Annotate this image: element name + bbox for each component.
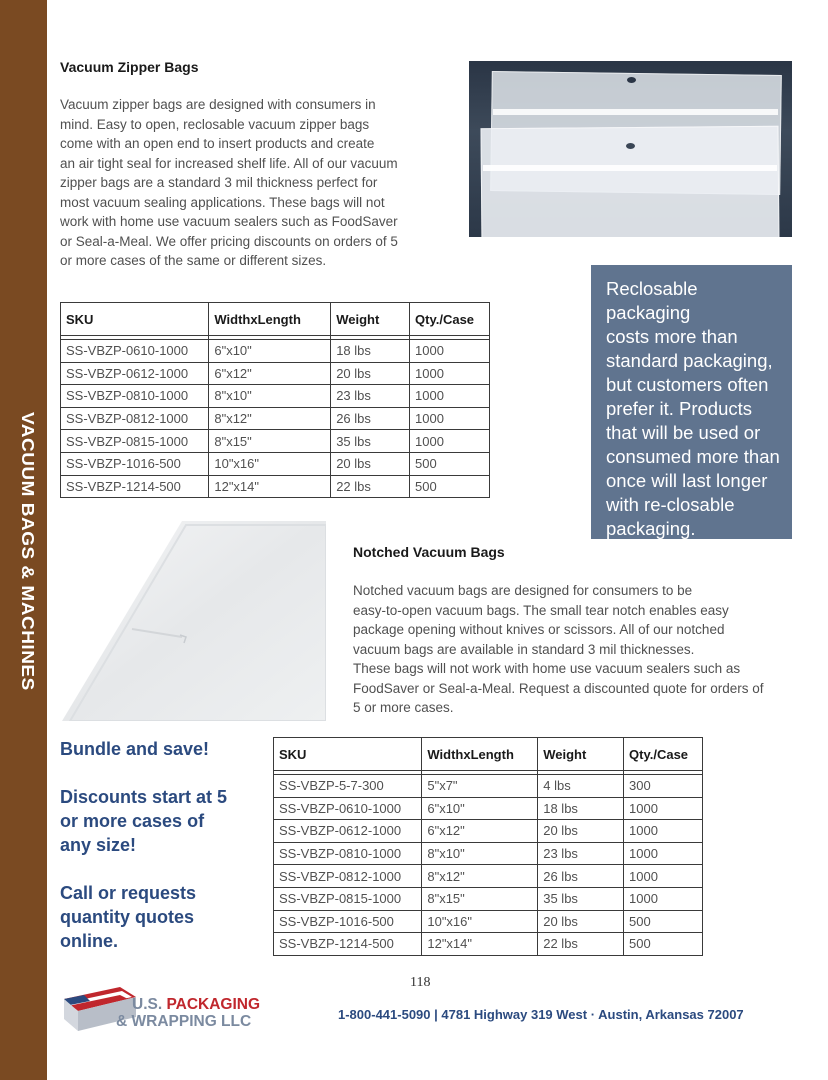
callout-line: costs more than <box>606 326 738 347</box>
cell-sku: SS-VBZP-5-7-300 <box>274 775 422 798</box>
cell-size: 10"x16" <box>209 452 331 475</box>
page-number: 118 <box>410 975 431 990</box>
cell-qty: 1000 <box>410 407 490 430</box>
side-band <box>0 0 47 1080</box>
zipper-description <box>60 95 430 271</box>
zipper-desc-line: or more cases of the same or different sizes. <box>60 253 327 268</box>
side-label: VACUUM BAGS & MACHINES <box>17 412 37 691</box>
cell-qty: 500 <box>410 475 490 498</box>
cell-size: 6"x12" <box>422 820 538 843</box>
discount-line: any size! <box>60 835 137 855</box>
notched-desc-line: 5 or more cases. <box>353 700 454 715</box>
cell-sku: SS-VBZP-1214-500 <box>61 475 209 498</box>
cell-size: 8"x10" <box>422 842 538 865</box>
cell-weight: 22 lbs <box>331 475 410 498</box>
cell-sku: SS-VBZP-0612-1000 <box>274 820 422 843</box>
discount-text <box>60 785 227 857</box>
cell-size: 8"x15" <box>209 430 331 453</box>
cell-size: 8"x12" <box>422 865 538 888</box>
table-row <box>274 775 703 798</box>
callout-line: standard packaging, <box>606 350 773 371</box>
table-row <box>61 452 490 475</box>
cell-size: 12"x14" <box>422 933 538 956</box>
cell-weight: 23 lbs <box>331 385 410 408</box>
cell-size: 6"x12" <box>209 362 331 385</box>
zipper-desc-line: an air tight seal for increased shelf life. All of our vacuum <box>60 155 398 171</box>
cell-qty: 1000 <box>624 820 703 843</box>
discount-line: or more cases of <box>60 811 205 831</box>
logo-line-1 <box>132 996 260 1014</box>
cell-size: 8"x12" <box>209 407 331 430</box>
zipper-desc-line: come with an open end to insert products and create <box>60 136 375 151</box>
logo-line-2: & WRAPPING LLC <box>116 1013 252 1030</box>
table-row <box>274 910 703 933</box>
col-header-qty: Qty./Case <box>410 303 490 336</box>
cell-qty: 1000 <box>624 887 703 910</box>
call-line: quantity quotes <box>60 907 194 927</box>
table-row <box>61 385 490 408</box>
table-row <box>61 475 490 498</box>
zipper-desc-line: mind. Easy to open, reclosable vacuum zipper bags <box>60 116 370 132</box>
cell-weight: 35 lbs <box>331 430 410 453</box>
cell-sku: SS-VBZP-0610-1000 <box>274 797 422 820</box>
notched-bag-photo <box>62 521 326 721</box>
cell-size: 6"x10" <box>209 340 331 363</box>
table-row <box>61 362 490 385</box>
call-quote-text <box>60 881 196 953</box>
notched-desc-line: vacuum bags are available in standard 3 mil thicknesses. <box>353 641 695 657</box>
reclosable-callout <box>591 265 792 539</box>
col-header-qty: Qty./Case <box>624 738 703 771</box>
zipper-section-title: Vacuum Zipper Bags <box>60 59 199 75</box>
notched-desc-line: These bags will not work with home use vacuum sealers such as <box>353 661 741 676</box>
cell-sku: SS-VBZP-1016-500 <box>61 452 209 475</box>
col-header-size: WidthxLength <box>209 303 331 336</box>
cell-qty: 1000 <box>410 340 490 363</box>
discount-line: Discounts start at 5 <box>60 787 228 807</box>
table-row <box>274 887 703 910</box>
cell-weight: 22 lbs <box>538 933 624 956</box>
cell-qty: 500 <box>624 910 703 933</box>
col-header-weight: Weight <box>331 303 410 336</box>
notched-description <box>353 581 793 718</box>
cell-weight: 26 lbs <box>331 407 410 430</box>
cell-sku: SS-VBZP-0815-1000 <box>274 887 422 910</box>
notched-sku-table <box>273 737 703 956</box>
cell-weight: 20 lbs <box>331 362 410 385</box>
cell-weight: 18 lbs <box>538 797 624 820</box>
callout-line: with re-closable <box>606 494 735 515</box>
cell-weight: 20 lbs <box>331 452 410 475</box>
cell-qty: 300 <box>624 775 703 798</box>
cell-sku: SS-VBZP-0812-1000 <box>61 407 209 430</box>
cell-qty: 500 <box>624 933 703 956</box>
company-logo <box>60 985 285 1033</box>
logo-packaging: PACKAGING <box>166 996 261 1013</box>
zipper-desc-line: most vacuum sealing applications. These bags will not <box>60 194 385 210</box>
table-row <box>61 430 490 453</box>
callout-line: that will be used or <box>606 422 761 443</box>
notched-desc-line: Notched vacuum bags are designed for consumers to be <box>353 583 693 598</box>
cell-size: 10"x16" <box>422 910 538 933</box>
col-header-sku: SKU <box>61 303 209 336</box>
table-row <box>61 340 490 363</box>
table-row <box>274 797 703 820</box>
col-header-weight: Weight <box>538 738 624 771</box>
col-header-size: WidthxLength <box>422 738 538 771</box>
notched-desc-line: easy-to-open vacuum bags. The small tear notch enables easy <box>353 602 729 618</box>
cell-sku: SS-VBZP-0812-1000 <box>274 865 422 888</box>
table-row <box>274 820 703 843</box>
call-line: Call or requests <box>60 883 197 903</box>
cell-sku: SS-VBZP-0810-1000 <box>274 842 422 865</box>
logo-us: U.S. <box>132 996 167 1013</box>
callout-line: prefer it. Products <box>606 398 753 419</box>
zipper-desc-line: or Seal-a-Meal. We offer pricing discounts on orders of 5 <box>60 233 398 249</box>
cell-qty: 500 <box>410 452 490 475</box>
cell-qty: 1000 <box>410 362 490 385</box>
cell-size: 6"x10" <box>422 797 538 820</box>
cell-weight: 26 lbs <box>538 865 624 888</box>
footer-contact: 1-800-441-5090 | 4781 Highway 319 West · Austin, Arkansas 72007 <box>338 1007 744 1022</box>
table-row <box>61 407 490 430</box>
cell-weight: 20 lbs <box>538 820 624 843</box>
cell-sku: SS-VBZP-1016-500 <box>274 910 422 933</box>
call-line: online. <box>60 931 118 951</box>
cell-qty: 1000 <box>410 385 490 408</box>
table-row <box>274 865 703 888</box>
cell-weight: 23 lbs <box>538 842 624 865</box>
table-row <box>274 933 703 956</box>
cell-sku: SS-VBZP-0612-1000 <box>61 362 209 385</box>
callout-line: once will last longer <box>606 470 768 491</box>
cell-weight: 18 lbs <box>331 340 410 363</box>
cell-weight: 4 lbs <box>538 775 624 798</box>
callout-line: but customers often <box>606 374 769 395</box>
zipper-bags-photo <box>469 61 792 237</box>
cell-size: 8"x10" <box>209 385 331 408</box>
col-header-sku: SKU <box>274 738 422 771</box>
table-row <box>274 842 703 865</box>
cell-size: 5"x7" <box>422 775 538 798</box>
callout-line: consumed more than <box>606 446 780 467</box>
zipper-desc-line: work with home use vacuum sealers such as FoodSaver <box>60 214 398 229</box>
cell-weight: 20 lbs <box>538 910 624 933</box>
cell-qty: 1000 <box>624 842 703 865</box>
zipper-desc-line: zipper bags are a standard 3 mil thickness perfect for <box>60 175 378 190</box>
cell-qty: 1000 <box>624 865 703 888</box>
bundle-save-text: Bundle and save! <box>60 739 210 759</box>
zipper-sku-table <box>60 302 490 498</box>
notched-desc-line: FoodSaver or Seal-a-Meal. Request a discounted quote for orders of <box>353 680 764 696</box>
callout-line: Reclosable packaging <box>606 278 698 323</box>
zipper-desc-line: Vacuum zipper bags are designed with consumers in <box>60 97 376 112</box>
notched-desc-line: package opening without knives or scissors. All of our notched <box>353 622 725 637</box>
cell-weight: 35 lbs <box>538 887 624 910</box>
cell-qty: 1000 <box>624 797 703 820</box>
callout-line: packaging. <box>606 518 696 539</box>
cell-sku: SS-VBZP-0810-1000 <box>61 385 209 408</box>
cell-size: 12"x14" <box>209 475 331 498</box>
cell-sku: SS-VBZP-0815-1000 <box>61 430 209 453</box>
cell-qty: 1000 <box>410 430 490 453</box>
cell-size: 8"x15" <box>422 887 538 910</box>
notched-section-title: Notched Vacuum Bags <box>353 544 505 560</box>
cell-sku: SS-VBZP-0610-1000 <box>61 340 209 363</box>
cell-sku: SS-VBZP-1214-500 <box>274 933 422 956</box>
